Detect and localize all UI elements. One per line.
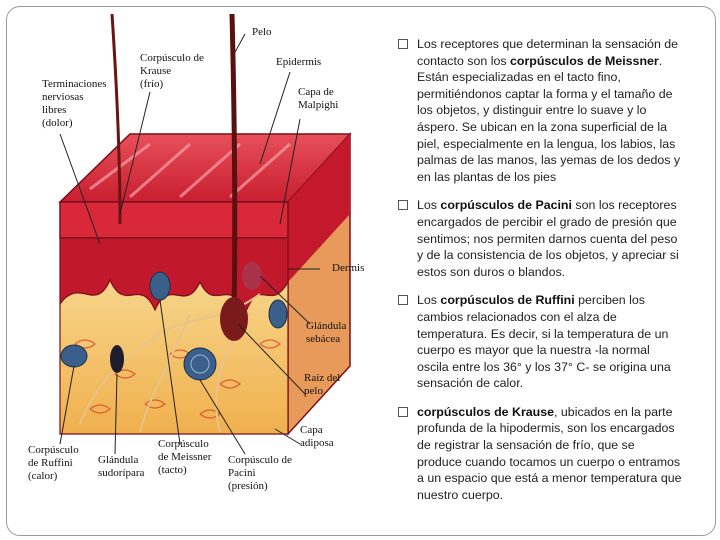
label-terminaciones: Terminaciones nerviosas libres (dolor) — [42, 78, 107, 129]
sebaceous-gland — [242, 262, 262, 290]
bullet-checkbox-icon — [398, 39, 408, 49]
ruffini-corpuscle — [61, 345, 87, 367]
label-raiz-pelo: Raíz del pelo — [304, 372, 341, 397]
label-sudoripara: Glándula sudorípara — [98, 454, 145, 479]
label-dermis: Dermis — [332, 262, 365, 274]
label-malpighi: Capa de Malpighi — [298, 86, 339, 111]
bullet-checkbox-icon — [398, 407, 408, 417]
meissner-corpuscle — [150, 272, 170, 300]
label-glandula-sebacea: Glándula sebácea — [306, 320, 347, 345]
bullet-checkbox-icon — [398, 295, 408, 305]
bullet-ruffini: Los corpúsculos de Ruffini perciben los cambios relacionados con el alza de temperatura. Es decir, si la temperatura de un cuerpo es mayor que la nuestra -la normal oscila entre los 36° y los 37° C- se origina una sensación de calor. — [398, 292, 682, 392]
label-ruffini: Corpúsculo de Ruffini (calor) — [28, 444, 79, 482]
label-pacini: Corpúsculo de Pacini (presión) — [228, 454, 292, 492]
bullet-pacini: Los corpúsculos de Pacini son los receptores encargados de percibir el grado de presión que sentimos; nos permiten darnos cuenta del peso y de la consistencia de los objetos, y apreciar si estos son duros o blandos. — [398, 197, 682, 280]
bullet-checkbox-icon — [398, 200, 408, 210]
label-epidermis: Epidermis — [276, 56, 322, 68]
sweat-gland — [110, 345, 124, 373]
hair-shaft — [232, 14, 235, 314]
hair-root — [220, 297, 248, 341]
krause-corpuscle — [269, 300, 287, 328]
pacini-corpuscle — [184, 348, 216, 380]
label-meissner: Corpúsculo de Meissner (tacto) — [158, 438, 212, 476]
bullet-list — [398, 36, 682, 515]
bullet-meissner: Los receptores que determinan la sensación de contacto son los corpúsculos de Meissner. Están especializadas en el tacto fino, permitiéndonos captar la forma y el tamaño de los objetos, y distinguir entre lo suave y lo áspero. Se ubican en la zona superficial de la piel, especialmente en la lengua, los labios, las palmas de las manos, las yemas de los dedos y en las plantas de los pies — [398, 36, 682, 185]
bullet-krause: corpúsculos de Krause, ubicados en la parte profunda de la hipodermis, son los encargados de registrar la sensación de frío, que se produce cuando tocamos un cuerpo o entramos a un espacio que está a menor temperatura que nuestro cuerpo. — [398, 404, 682, 504]
label-krause: Corpúsculo de Krause (frío) — [140, 52, 204, 90]
label-pelo: Pelo — [252, 26, 272, 38]
label-capa-adiposa: Capa adiposa — [300, 424, 334, 449]
epidermis-layer — [60, 202, 288, 238]
